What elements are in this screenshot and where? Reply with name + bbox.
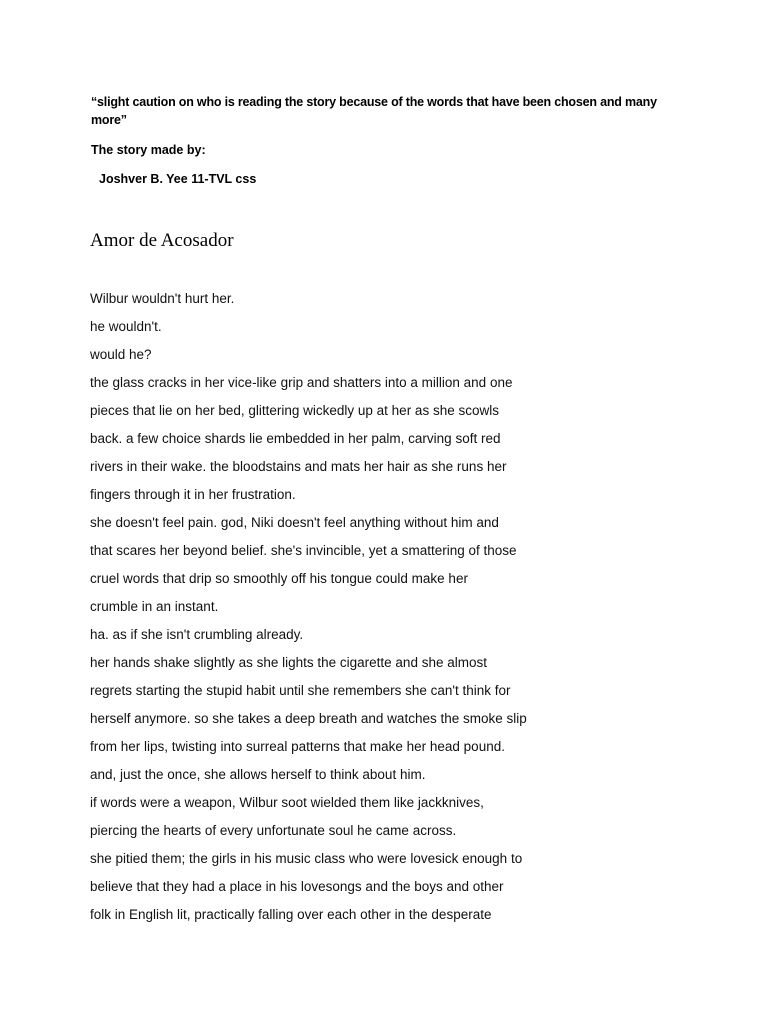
story-line: would he?	[90, 347, 152, 362]
story-line: rivers in their wake. the bloodstains and mats her hair as she runs her	[90, 459, 507, 474]
story-line: fingers through it in her frustration.	[90, 487, 296, 502]
story-line: pieces that lie on her bed, glittering wickedly up at her as she scowls	[90, 403, 499, 418]
caution-note: “slight caution on who is reading the story because of the words that have been chosen and many more”	[91, 95, 657, 127]
story-line: Wilbur wouldn't hurt her.	[90, 291, 235, 306]
story-line: her hands shake slightly as she lights the cigarette and she almost	[90, 655, 487, 670]
story-line: he wouldn't.	[90, 319, 162, 334]
story-line: ha. as if she isn't crumbling already.	[90, 627, 304, 642]
story-line: back. a few choice shards lie embedded in her palm, carving soft red	[90, 431, 501, 446]
story-line: folk in English lit, practically falling over each other in the desperate	[90, 907, 492, 922]
story-line: the glass cracks in her vice-like grip and shatters into a million and one	[90, 375, 513, 390]
story-line: cruel words that drip so smoothly off his tongue could make her	[90, 571, 468, 586]
story-line: from her lips, twisting into surreal patterns that make her head pound.	[90, 739, 505, 754]
story-line: believe that they had a place in his lovesongs and the boys and other	[90, 879, 504, 894]
story-line: piercing the hearts of every unfortunate soul he came across.	[90, 823, 457, 838]
story-line: crumble in an instant.	[90, 599, 219, 614]
story-body	[90, 288, 730, 932]
story-line: she pitied them; the girls in his music class who were lovesick enough to	[90, 851, 523, 866]
author-line: Joshver B. Yee 11-TVL css	[99, 172, 257, 186]
story-line: that scares her beyond belief. she's invincible, yet a smattering of those	[90, 543, 517, 558]
story-line: regrets starting the stupid habit until she remembers she can't think for	[90, 683, 511, 698]
story-line: if words were a weapon, Wilbur soot wielded them like jackknives,	[90, 795, 484, 810]
story-title: Amor de Acosador	[90, 230, 234, 251]
story-line: herself anymore. so she takes a deep breath and watches the smoke slip	[90, 711, 527, 726]
story-line: and, just the once, she allows herself to think about him.	[90, 767, 426, 782]
story-line: she doesn't feel pain. god, Niki doesn't feel anything without him and	[90, 515, 499, 530]
made-by-label: The story made by:	[91, 143, 206, 157]
